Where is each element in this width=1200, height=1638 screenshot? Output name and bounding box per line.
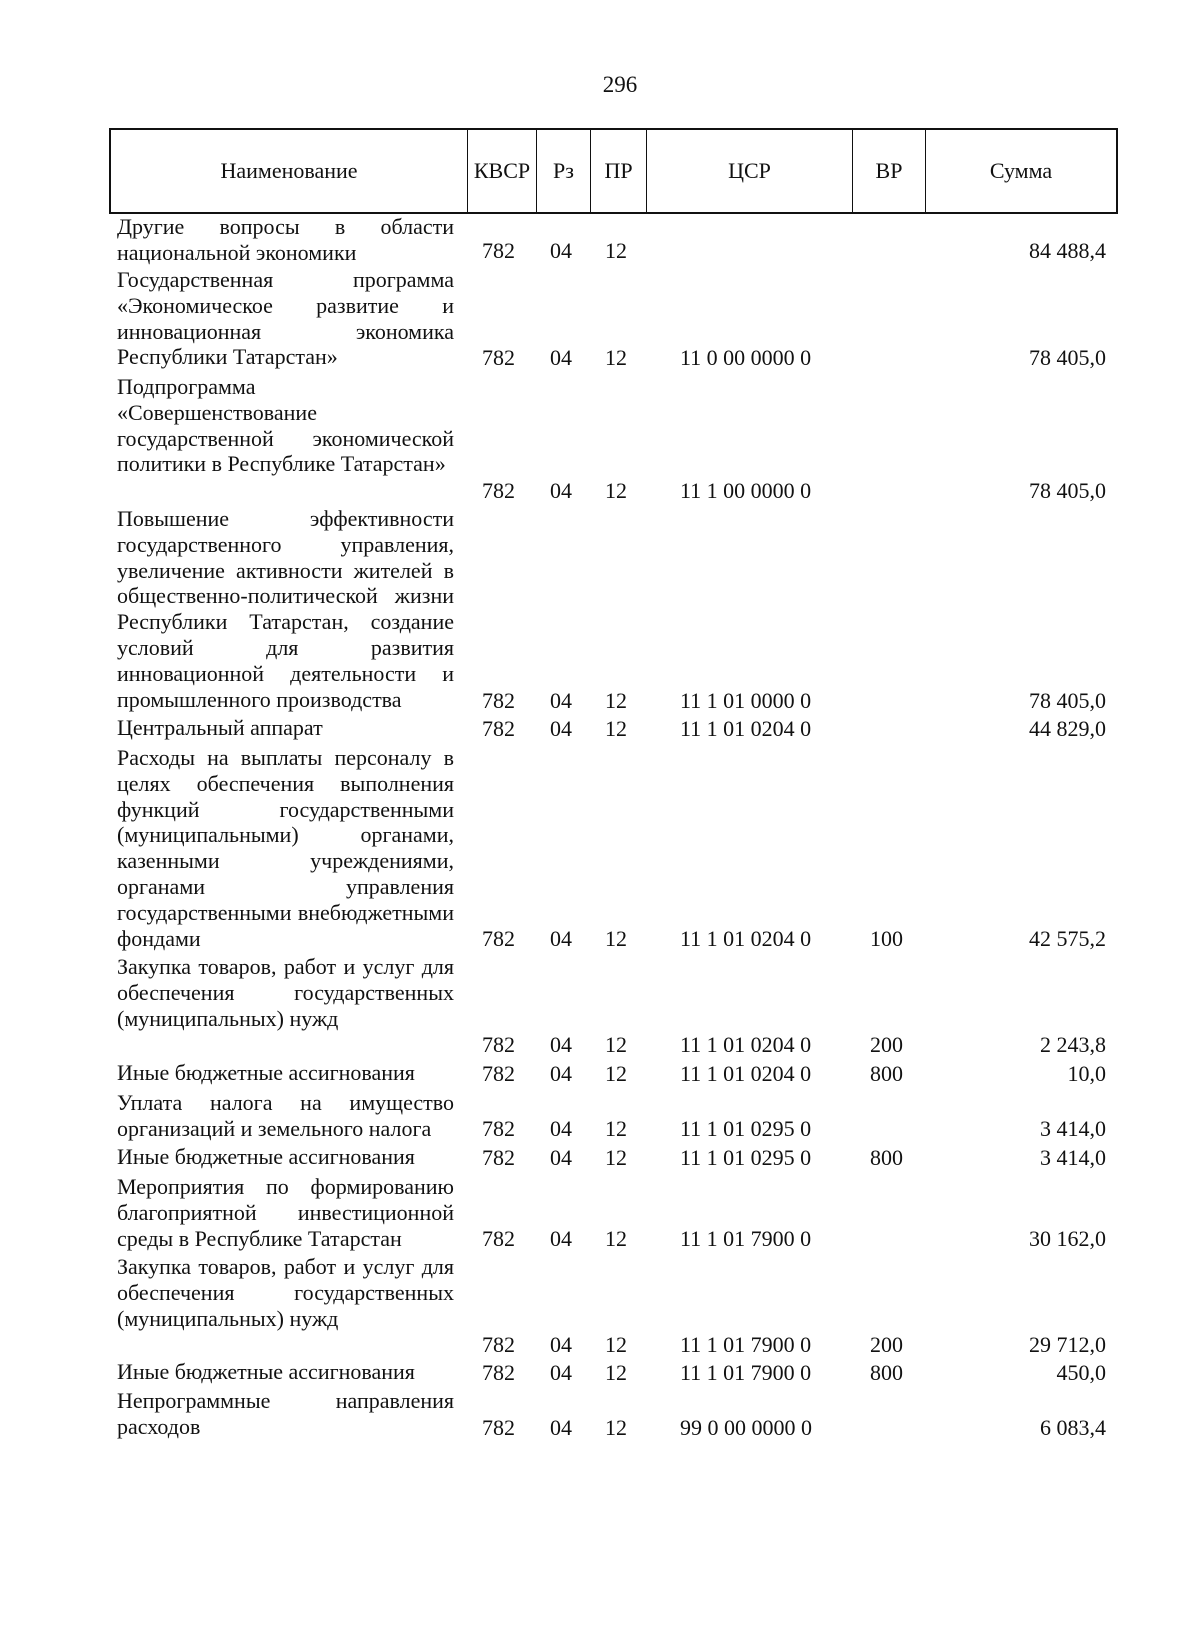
row-kvsr: 782 [482,926,515,952]
row-csr: 11 1 01 0204 0 [680,926,812,952]
row-name: Подпрограмма «Совершенствование государственной экономической политики в Республике Татарстан» [117,374,454,477]
row-kvsr: 782 [482,1415,515,1441]
row-name: Иные бюджетные ассигнования [117,1144,415,1169]
row-name: Центральный аппарат [117,715,323,740]
table-row [0,1174,1200,1252]
row-pr: 12 [605,1360,627,1386]
row-csr: 11 1 01 0204 0 [680,716,812,742]
row-csr: 11 1 01 0295 0 [680,1145,812,1171]
row-sum: 10,0 [1067,1061,1106,1087]
row-rz: 04 [550,1415,572,1441]
row-pr: 12 [605,1226,627,1252]
row-rz: 04 [550,1061,572,1087]
row-name: Закупка товаров, работ и услуг для обеспечения государственных (муниципальных) нужд [117,954,454,1031]
table-row [0,1254,1200,1358]
table-row [0,715,1200,742]
row-kvsr: 782 [482,688,515,714]
table-row [0,267,1200,371]
table-row [0,745,1200,952]
row-csr: 11 1 00 0000 0 [680,478,812,504]
row-kvsr: 782 [482,1032,515,1058]
row-pr: 12 [605,926,627,952]
row-csr: 11 1 01 7900 0 [680,1226,812,1252]
row-csr: 11 1 01 0204 0 [680,1061,812,1087]
row-csr: 11 1 01 0204 0 [680,1032,812,1058]
row-pr: 12 [605,1061,627,1087]
row-rz: 04 [550,238,572,264]
row-rz: 04 [550,926,572,952]
row-csr: 11 1 01 7900 0 [680,1360,812,1386]
header-pr: ПР [591,130,647,212]
row-pr: 12 [605,1032,627,1058]
row-name: Государственная программа «Экономическое развитие и инновационная экономика Республики Татарстан» [117,267,454,370]
row-sum: 84 488,4 [1029,238,1106,264]
row-kvsr: 782 [482,1226,515,1252]
header-vr: ВР [853,130,926,212]
table-row [0,1359,1200,1386]
row-sum: 42 575,2 [1029,926,1106,952]
row-name: Иные бюджетные ассигнования [117,1359,415,1384]
header-rz: Рз [537,130,591,212]
row-rz: 04 [550,345,572,371]
header-kvsr: КВСР [468,130,537,212]
row-name: Другие вопросы в области национальной экономики [117,214,454,265]
table-row [0,212,1200,264]
row-csr: 99 0 00 0000 0 [680,1415,812,1441]
row-kvsr: 782 [482,1360,515,1386]
row-name: Мероприятия по формированию благоприятной инвестиционной среды в Республике Татарстан [117,1174,454,1251]
row-rz: 04 [550,1032,572,1058]
table-row [0,1144,1200,1171]
row-csr: 11 1 01 0295 0 [680,1116,812,1142]
table-row [0,506,1200,714]
row-rz: 04 [550,716,572,742]
header-sum: Сумма [989,158,1053,183]
row-pr: 12 [605,1145,627,1171]
table-row [0,1060,1200,1087]
row-kvsr: 782 [482,1332,515,1358]
row-vr: 800 [870,1360,903,1386]
row-sum: 78 405,0 [1029,478,1106,504]
row-vr: 800 [870,1145,903,1171]
row-csr: 11 1 01 7900 0 [680,1332,812,1358]
row-name: Непрограммные направления расходов [117,1388,454,1439]
row-rz: 04 [550,1145,572,1171]
row-sum: 3 414,0 [1040,1145,1106,1171]
row-pr: 12 [605,238,627,264]
row-pr: 12 [605,1332,627,1358]
header-name: Наименование [111,130,468,212]
row-kvsr: 782 [482,238,515,264]
row-csr: 11 1 01 0000 0 [680,688,812,714]
row-name: Иные бюджетные ассигнования [117,1060,415,1085]
row-csr: 11 0 00 0000 0 [680,345,812,371]
row-vr: 200 [870,1032,903,1058]
header-csr: ЦСР [647,130,853,212]
row-rz: 04 [550,1360,572,1386]
row-rz: 04 [550,1226,572,1252]
row-rz: 04 [550,688,572,714]
table-row [0,1090,1200,1142]
row-sum: 44 829,0 [1029,716,1106,742]
row-sum: 3 414,0 [1040,1116,1106,1142]
row-sum: 450,0 [1056,1360,1106,1386]
row-rz: 04 [550,1116,572,1142]
row-name: Повышение эффективности государственного управления, увеличение активности жителей в общественно-политической жизни Республики Татарстан, создание условий для развития инновационной деятельности и промышленного производства [117,506,454,712]
row-vr: 200 [870,1332,903,1358]
row-kvsr: 782 [482,1116,515,1142]
row-kvsr: 782 [482,478,515,504]
page-number: 296 [602,72,638,97]
row-kvsr: 782 [482,1145,515,1171]
row-sum: 30 162,0 [1029,1226,1106,1252]
row-kvsr: 782 [482,345,515,371]
row-sum: 78 405,0 [1029,345,1106,371]
table-row [0,954,1200,1058]
row-sum: 6 083,4 [1040,1415,1106,1441]
row-vr: 100 [870,926,903,952]
row-kvsr: 782 [482,716,515,742]
row-kvsr: 782 [482,1061,515,1087]
row-name: Закупка товаров, работ и услуг для обеспечения государственных (муниципальных) нужд [117,1254,454,1331]
table-row [0,374,1200,504]
row-name: Расходы на выплаты персоналу в целях обеспечения выполнения функций государственными (муниципальными) органами, казенными учреждениями, органами управления государственными внебюджетными фондами [117,745,454,951]
row-sum: 2 243,8 [1040,1032,1106,1058]
row-pr: 12 [605,1415,627,1441]
row-name: Уплата налога на имущество организаций и земельного налога [117,1090,454,1141]
row-pr: 12 [605,716,627,742]
row-sum: 78 405,0 [1029,688,1106,714]
row-vr: 800 [870,1061,903,1087]
row-rz: 04 [550,478,572,504]
row-rz: 04 [550,1332,572,1358]
row-pr: 12 [605,478,627,504]
row-pr: 12 [605,345,627,371]
row-pr: 12 [605,688,627,714]
row-pr: 12 [605,1116,627,1142]
row-sum: 29 712,0 [1029,1332,1106,1358]
table-row [0,1388,1200,1441]
